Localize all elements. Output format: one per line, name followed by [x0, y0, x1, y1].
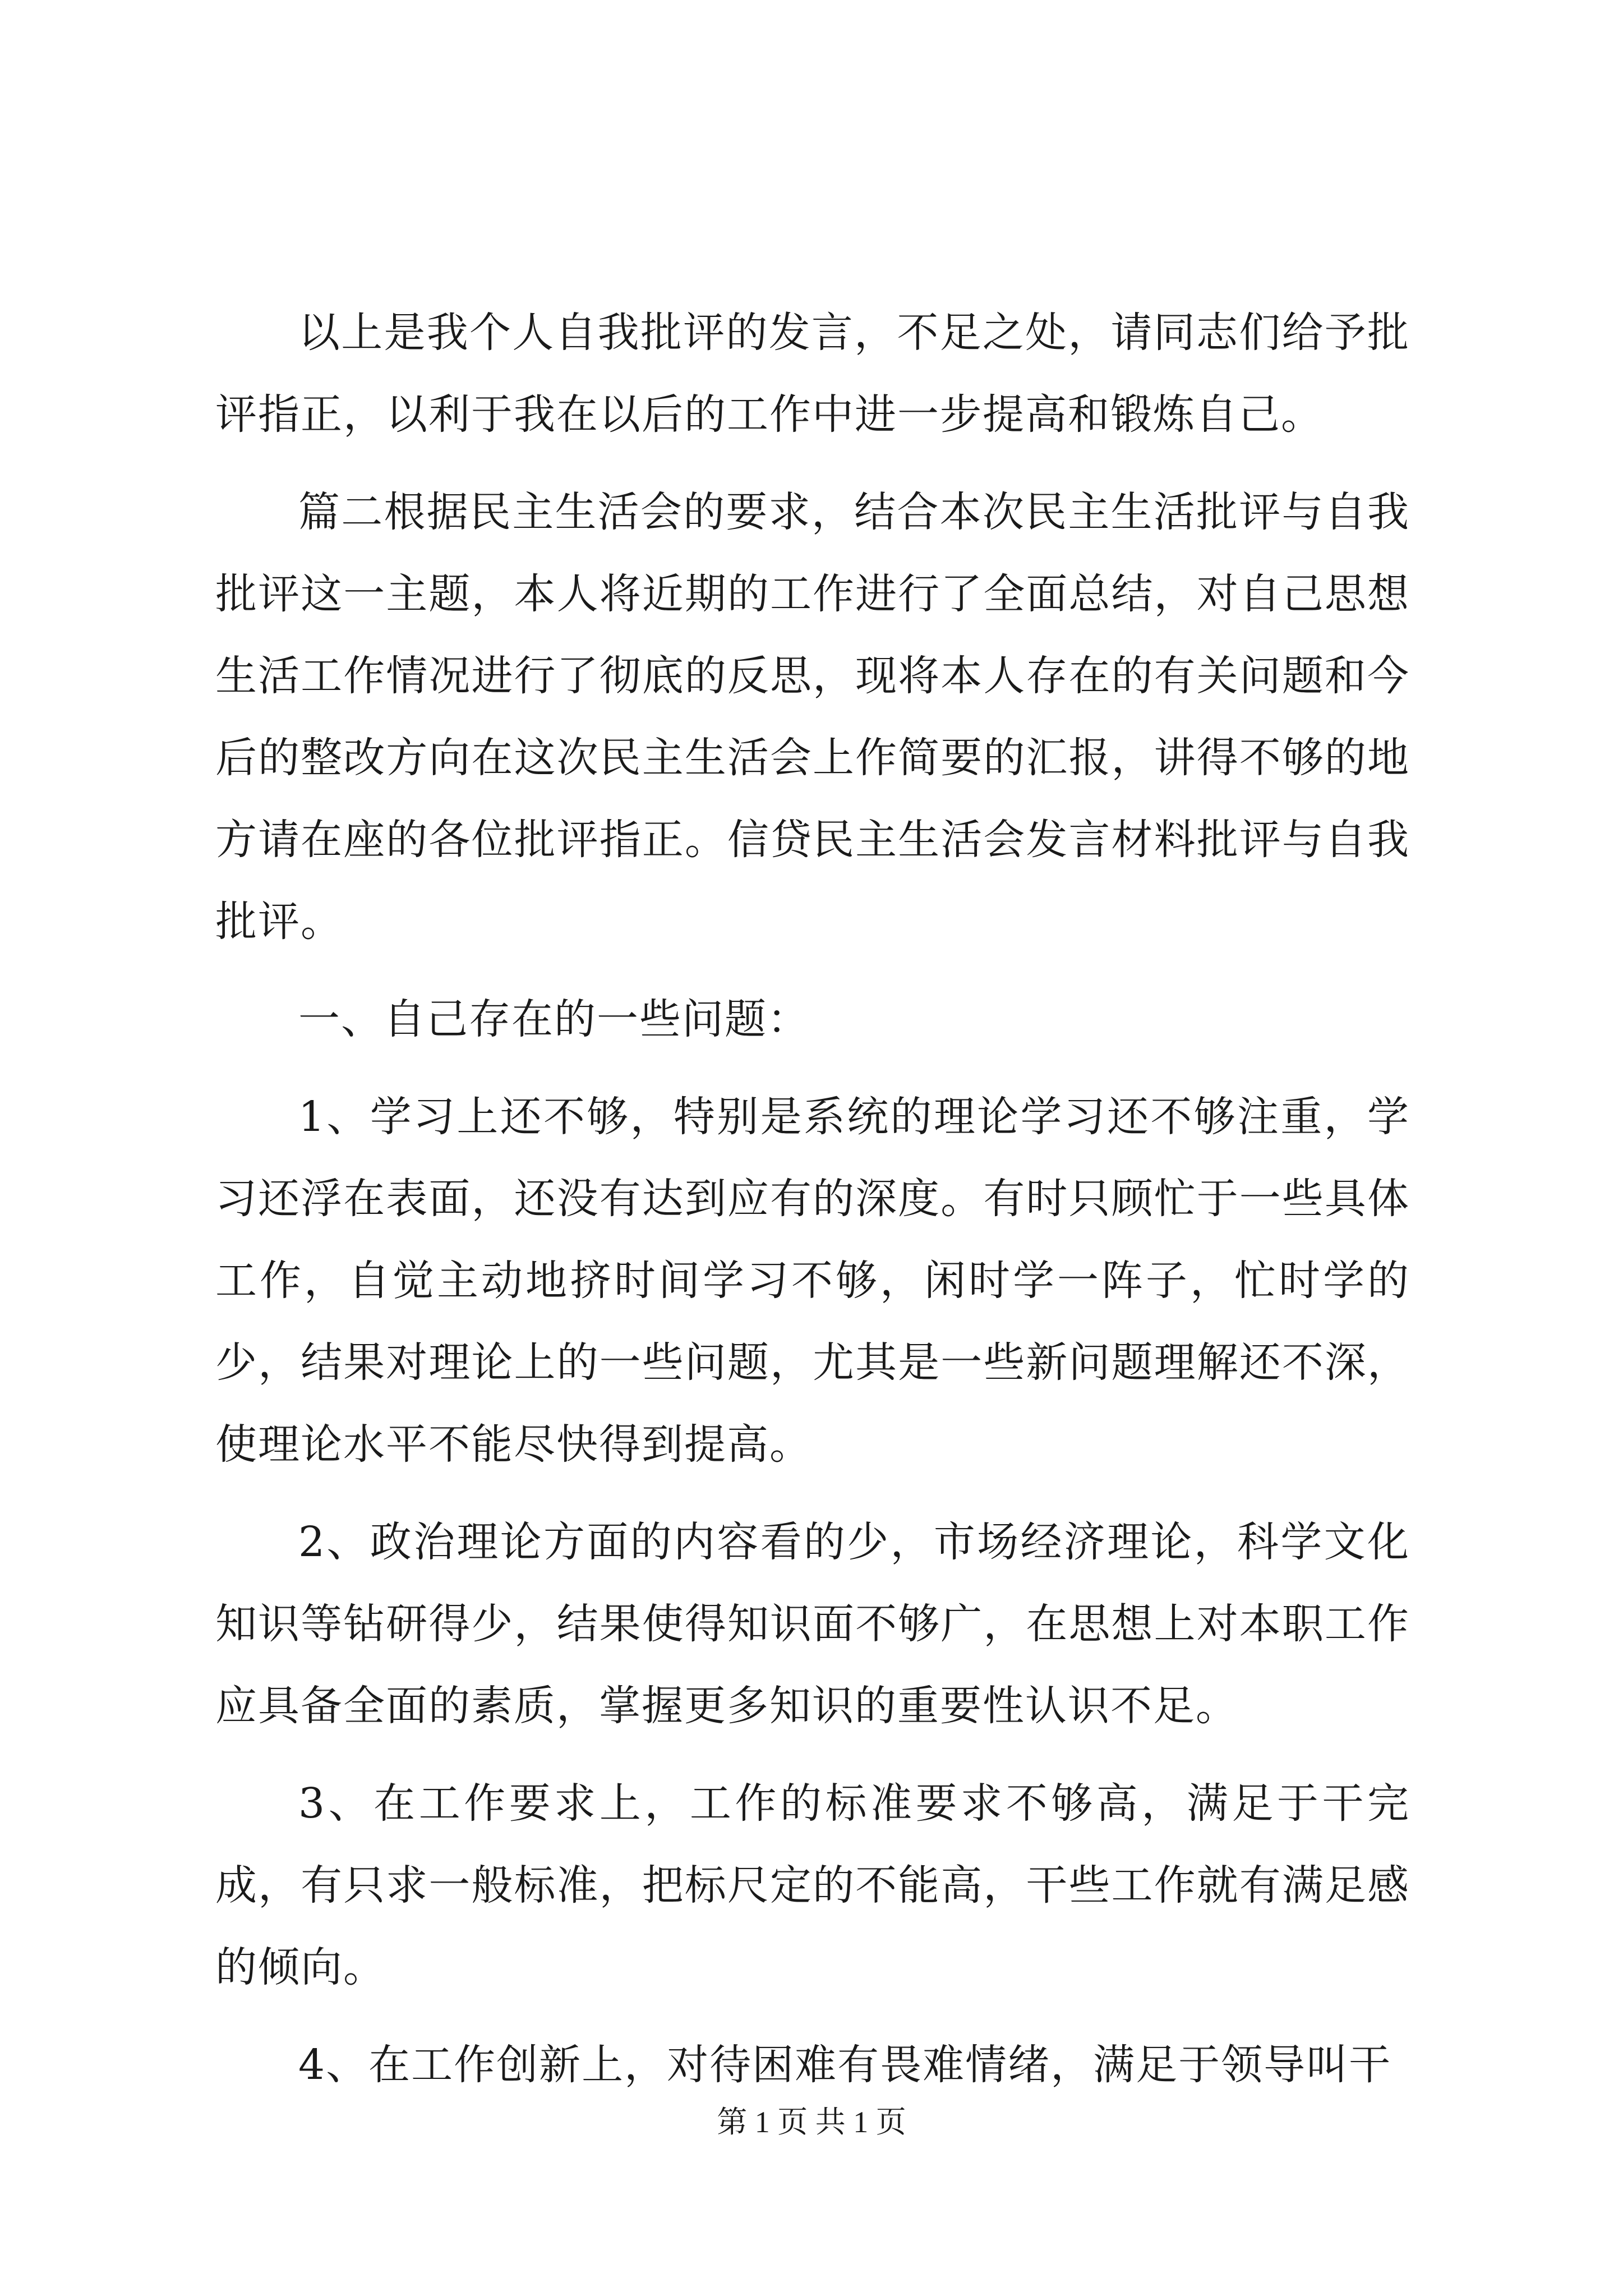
paragraph-problem-1: 1、学习上还不够，特别是系统的理论学习还不够注重，学习还浮在表面，还没有达到应有的深度。有时只顾忙于一些具体工作，自觉主动地挤时间学习不够，闲时学一阵子，忙时学的少，结果对理论上的一些问题，尤其是一些新问题理解还不深，使理论水平不能尽快得到提高。: [215, 1093, 1410, 1469]
paragraph-problem-4: 4、在工作创新上，对待困难有畏难情绪，满足于领导叫干: [298, 2041, 1392, 2089]
paragraph-problem-3: 3、在工作要求上，工作的标准要求不够高，满足于干完成，有只求一般标准，把标尺定的不能高，干些工作就有满足感的倾向。: [215, 1779, 1410, 1991]
section-heading-existing-problems: 一、自己存在的一些问题：: [298, 995, 810, 1043]
page-footer: 第 1 页 共 1 页: [717, 2105, 906, 2139]
paragraph-part-two-intro: 篇二根据民主生活会的要求，结合本次民主生活批评与自我批评这一主题，本人将近期的工作进行了全面总结，对自己思想生活工作情况进行了彻底的反思，现将本人存在的有关问题和今后的整改方向在这次民主生活会上作简要的汇报，讲得不够的地方请在座的各位批评指正。信贷民主生活会发言材料批评与自我批评。: [215, 488, 1410, 946]
paragraph-closing-remarks: 以上是我个人自我批评的发言，不足之处，请同志们给予批评指正，以利于我在以后的工作中进一步提高和锻炼自己。: [215, 309, 1410, 439]
paragraph-problem-2: 2、政治理论方面的内容看的少，市场经济理论，科学文化知识等钻研得少，结果使得知识面不够广，在思想上对本职工作应具备全面的素质，掌握更多知识的重要性认识不足。: [215, 1518, 1410, 1730]
document-body: [215, 292, 1410, 2122]
